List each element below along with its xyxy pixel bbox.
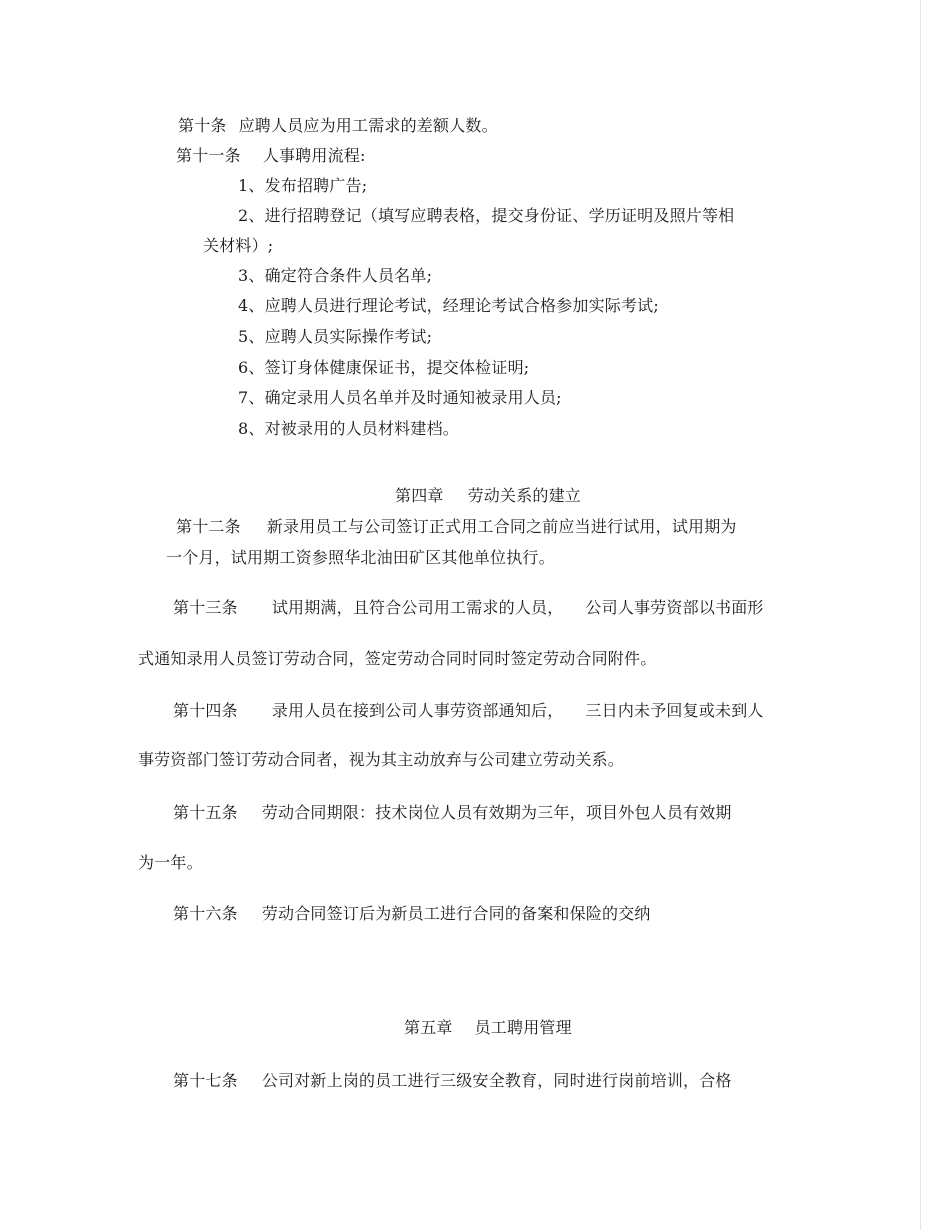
- step-5: 5、应聘人员实际操作考试;: [238, 327, 433, 346]
- article-11: [176, 146, 366, 166]
- article-text: 劳动合同期限：技术岗位人员有效期为三年，项目外包人员有效期: [261, 803, 732, 822]
- article-label: 第十二条: [176, 517, 241, 536]
- chapter-title: 劳动关系的建立: [467, 486, 582, 505]
- article-label: 第十四条: [173, 701, 238, 720]
- step-1: 1、发布招聘广告;: [238, 176, 368, 195]
- article-text: 劳动合同签订后为新员工进行合同的备案和保险的交纳: [261, 904, 651, 923]
- step-2: 2、进行招聘登记（填写应聘表格，提交身份证、学历证明及照片等相: [238, 206, 735, 225]
- article-label: 第十三条: [173, 598, 238, 617]
- article-12-line-1: [176, 517, 737, 537]
- article-label: 第十五条: [173, 803, 238, 822]
- step-3: 3、确定符合条件人员名单;: [238, 266, 433, 285]
- article-text: 录用人员在接到公司人事劳资部通知后，: [271, 701, 564, 720]
- article-label: 第十六条: [173, 904, 238, 923]
- chapter-5-heading: [404, 1018, 572, 1038]
- step-4: 4、应聘人员进行理论考试，经理论考试合格参加实际考试;: [238, 296, 659, 315]
- article-text: 公司对新上岗的员工进行三级安全教育，同时进行岗前培训，合格: [261, 1071, 732, 1090]
- article-text: 新录用员工与公司签订正式用工合同之前应当进行试用，试用期为: [266, 517, 737, 536]
- chapter-label: 第四章: [395, 486, 444, 505]
- article-14-line-1: [173, 701, 764, 721]
- article-14-line-2: 事劳资部门签订劳动合同者，视为其主动放弃与公司建立劳动关系。: [138, 750, 625, 769]
- step-2-continued: 关材料）;: [203, 236, 274, 255]
- article-text: 应聘人员应为用工需求的差额人数。: [238, 116, 498, 135]
- article-12-line-2: 一个月，试用期工资参照华北油田矿区其他单位执行。: [166, 548, 555, 567]
- page-edge-divider: [920, 0, 921, 1230]
- article-10: [178, 116, 498, 136]
- article-text: 公司人事劳资部以书面形: [585, 598, 764, 617]
- article-label: 第十七条: [173, 1071, 238, 1090]
- article-label: 第十一条: [176, 146, 241, 165]
- article-16: [173, 904, 651, 924]
- article-15-line-1: [173, 803, 732, 823]
- article-13-line-1: [173, 598, 764, 618]
- chapter-title: 员工聘用管理: [474, 1018, 572, 1037]
- chapter-4-heading: [395, 486, 581, 506]
- article-15-line-2: 为一年。: [138, 853, 203, 872]
- article-text: 三日内未予回复或未到人: [585, 701, 764, 720]
- step-7: 7、确定录用人员名单并及时通知被录用人员;: [238, 388, 562, 407]
- article-text: 人事聘用流程:: [262, 146, 366, 165]
- step-8: 8、对被录用的人员材料建档。: [238, 419, 459, 438]
- article-17-line-1: [173, 1071, 732, 1091]
- step-6: 6、签订身体健康保证书，提交体检证明;: [238, 358, 530, 377]
- chapter-label: 第五章: [404, 1018, 453, 1037]
- article-label: 第十条: [178, 116, 227, 135]
- article-13-line-2: 式通知录用人员签订劳动合同，签定劳动合同时同时签定劳动合同附件。: [138, 649, 657, 668]
- article-text: 试用期满，且符合公司用工需求的人员，: [271, 598, 564, 617]
